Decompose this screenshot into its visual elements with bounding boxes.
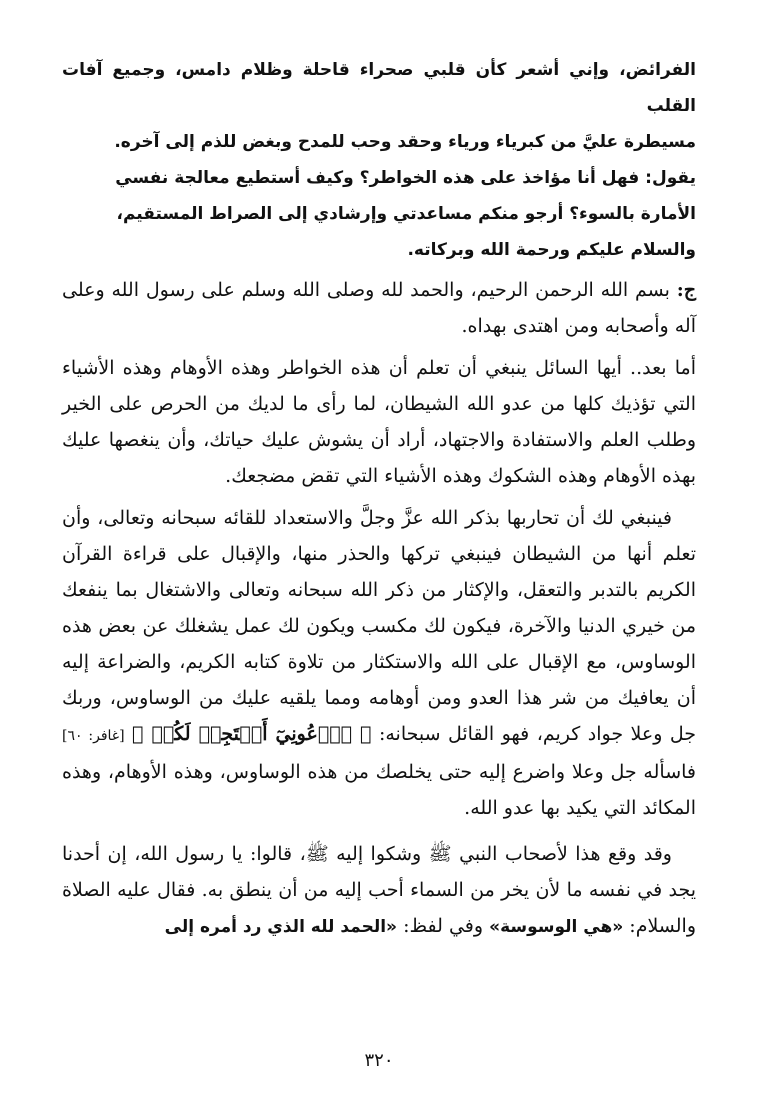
paragraph-3-text-mid: وفي لفظ:	[403, 915, 484, 937]
hadith-quote-2: «الحمد لله الذي رد أمره إلى	[164, 917, 398, 937]
answer-opening-paragraph	[62, 272, 696, 344]
question-line-4: الأمارة بالسوء؟ أرجو منكم مساعدتي وإرشادي إلى الصراط المستقيم،	[116, 204, 696, 224]
paragraph-2-text-before-verse: فينبغي لك أن تحاربها بذكر الله عزَّ وجلَّ والاستعداد للقائه سبحانه وتعالى، وأن تعلم أنها من الشيطان فينبغي تركها والحذر منها، والإقبال على قراءة القرآن الكريم بالتدبر والتعقل، والإكثار من ذكر الله سبحانه وتعالى والاشتغال بما ينفعك من خيري الدنيا والآخرة، فيكون لك مكسب ويكون لك عمل يشغلك عن بعض هذه الوساوس، مع الإقبال على الله والاستكثار من تلاوة كتابه الكريم، والضراعة إليه أن يعافيك من شر هذا العدو ومن أوهامه ومما يلقيه عليك من الوساوس، وربك جل وعلا جواد كريم، فهو القائل سبحانه:	[62, 507, 696, 745]
question-line-5: والسلام عليكم ورحمة الله وبركاته.	[407, 240, 696, 260]
answer-paragraph-2	[62, 500, 696, 826]
paragraph-2-text-after-verse: فاسأله جل وعلا واضرع إليه حتى يخلصك من هذه الوساوس، وهذه الأوهام، وهذه المكائد التي يكيد بها عدو الله.	[62, 761, 696, 819]
answer-paragraph-1: أما بعد.. أيها السائل ينبغي أن تعلم أن هذه الخواطر وهذه الأوهام وهذه الأشياء التي تؤذيك كلها من عدو الله الشيطان، لما رأى ما لديك من الحرص على الخير وطلب العلم والاستفادة والاجتهاد، أراد أن يشوش عليك حياتك، وأن ينغصها عليك بهذه الأوهام وهذه الشكوك وهذه الأشياء التي تقض مضجعك.	[62, 357, 696, 487]
answer-paragraph-3	[62, 836, 696, 945]
paragraph-3-text-start: وقد وقع هذا لأصحاب النبي ﷺ وشكوا إليه ﷺ، قالوا: يا رسول الله، إن أحدنا يجد في نفسه ما لأن يخر من السماء أحب إليه من أن ينطق به. فقال عليه الصلاة والسلام:	[62, 843, 696, 937]
quran-verse: ﴿ ٱدۡعُونِيٓ أَسۡتَجِبۡ لَكُمۡ ﴾	[132, 723, 372, 745]
quran-reference: [غافر: ٦٠]	[62, 728, 125, 744]
answer-opening-text: بسم الله الرحمن الرحيم، والحمد لله وصلى الله وسلم على رسول الله وعلى آله وأصحابه ومن اهتدى بهداه.	[62, 279, 696, 337]
page-number: ٣٢٠	[364, 1050, 394, 1071]
question-line-2: مسيطرة عليَّ من كبرياء ورياء وحقد وحب للمدح وبغض للذم إلى آخره.	[114, 132, 696, 152]
question-line-3: يقول: فهل أنا مؤاخذ على هذه الخواطر؟ وكيف أستطيع معالجة نفسي	[115, 168, 696, 188]
question-line-1: الفرائض، وإني أشعر كأن قلبي صحراء قاحلة وظلام دامس، وجميع آفات القلب	[62, 60, 696, 116]
page-body	[62, 52, 696, 951]
hadith-quote-1: «هي الوسوسة»	[489, 917, 624, 937]
answer-marker: ج:	[676, 279, 696, 301]
